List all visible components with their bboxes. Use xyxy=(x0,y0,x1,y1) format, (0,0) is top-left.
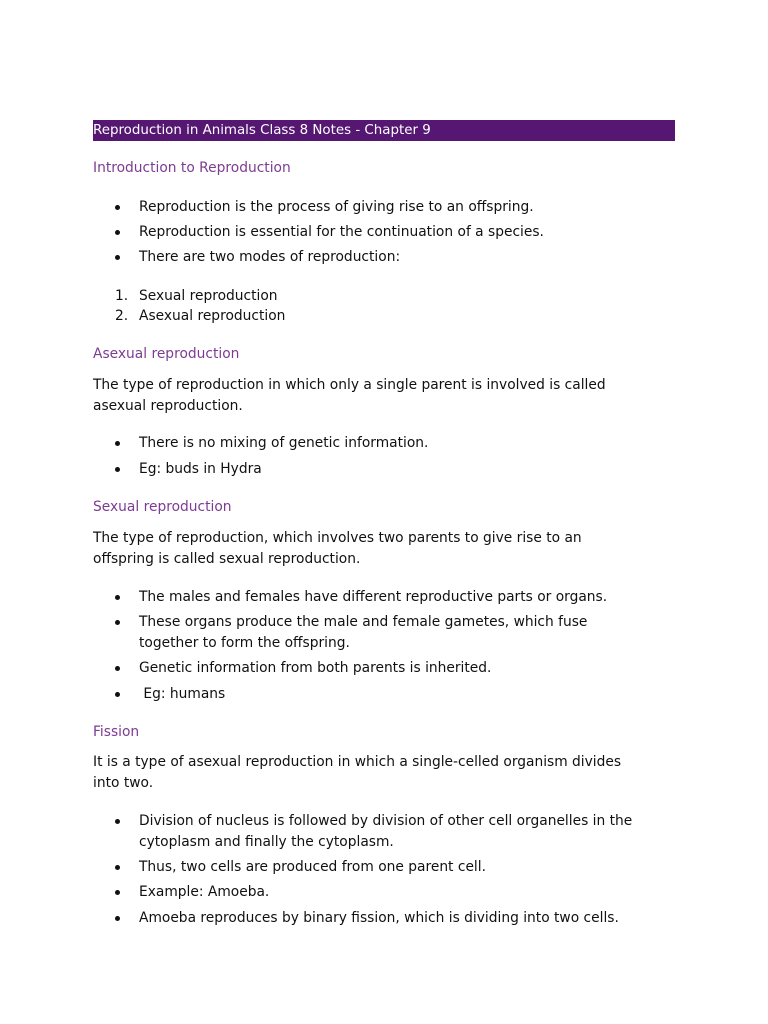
bullet-icon xyxy=(115,620,120,625)
bullet-icon xyxy=(115,666,120,671)
heading-sexual-reproduction: Sexual reproduction xyxy=(93,499,232,515)
bullet-icon xyxy=(115,890,120,895)
bullet-icon xyxy=(115,230,120,235)
bullet-icon xyxy=(115,819,120,824)
sexual-definition: The type of reproduction, which involves two parents to give rise to an offspring is called sexual reproduction. xyxy=(93,530,582,567)
asexual-definition: The type of reproduction in which only a single parent is involved is called asexual reproduction. xyxy=(93,377,606,414)
bullet-icon xyxy=(115,255,120,260)
bullet-icon xyxy=(115,441,120,446)
heading-asexual-reproduction: Asexual reproduction xyxy=(93,346,240,362)
heading-introduction: Introduction to Reproduction xyxy=(93,160,291,176)
document-title: Reproduction in Animals Class 8 Notes - Chapter 9 xyxy=(93,120,675,141)
bullet-icon xyxy=(115,865,120,870)
bullet-icon xyxy=(115,467,120,472)
fission-definition: It is a type of asexual reproduction in which a single-celled organism divides into two. xyxy=(93,754,622,791)
heading-fission: Fission xyxy=(93,724,140,740)
document-page: Reproduction in Animals Class 8 Notes - Chapter 9 Introduction to Reproduction Reproduction is the process of giving rise to an offspring. Reproduction is essential for the continuation of a species. There are two modes of reproduction: 1. Sexual reproduction 2. Asexual reproduction Asexual reproduction The type of reproduction in which only a single parent is involved is called asexual reproduction. There is no mixing of genetic information. Eg: buds in Hydra Sexual reproduction The type of reproduction, which involves two parents to give rise to an offspring is called sexual reproduction. The males and females have different reproductive parts or organs. These organs produce the male and female gametes, which fuse together to form the offspring. Genetic information from both parents is inherited. Eg: humans Fission It is a type of asexual reproduction in which a single-celled organism divides into two. Division of nucleus is followed by division of other cell organelles in the cytoplasm and finally the cytoplasm. Thus, two cells are produced from one parent cell. Example: Amoeba. Amoeba reproduces by binary fission, which is dividing into two cells. xyxy=(0,0,768,1024)
bullet-icon xyxy=(115,692,120,697)
bullet-icon xyxy=(115,916,120,921)
bullet-icon xyxy=(115,595,120,600)
bullet-icon xyxy=(115,205,120,210)
